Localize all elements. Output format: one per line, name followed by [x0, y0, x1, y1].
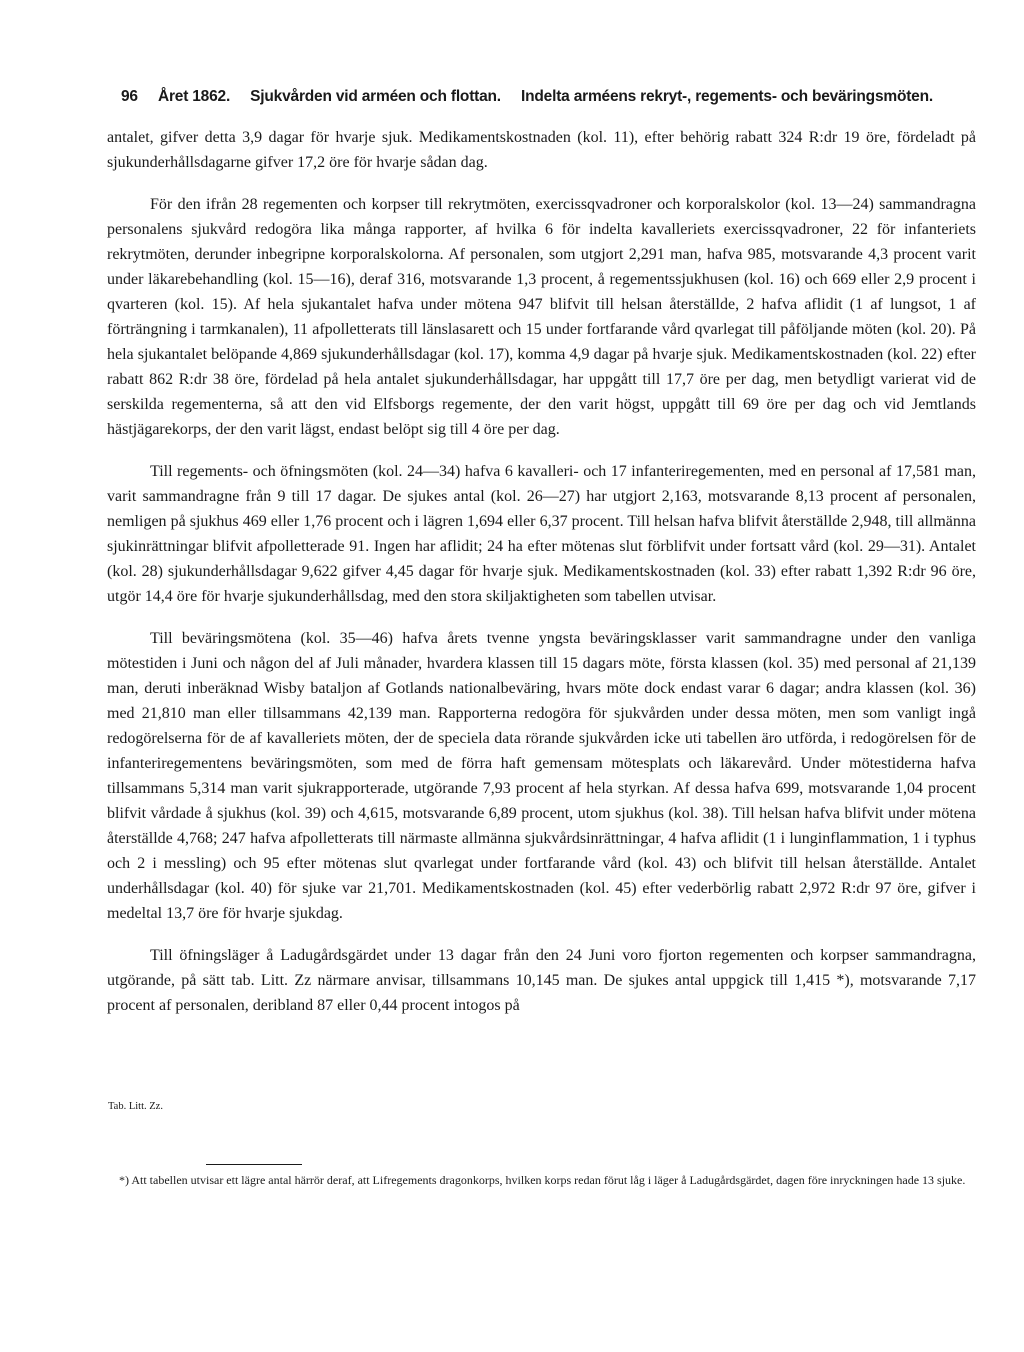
margin-note: Tab. Litt. Zz. — [108, 1101, 163, 1112]
footnote-rule — [206, 1164, 302, 1165]
paragraph-5: Till öfningsläger å Ladugårdsgärdet under 13 dagar från den 24 Juni voro fjorton regementen och korpser sammandragna, utgörande, på sätt tab. Litt. Zz närmare anvisar, tillsammans 10,145 man. De sjukes antal uppgick till 1,415 *), motsvarande 7,17 procent af personalen, deribland 87 eller 0,44 procent intogos på — [107, 947, 976, 1014]
paragraph-1: antalet, gifver detta 3,9 dagar för hvarje sjuk. Medikamentskostnaden (kol. 11), efter behörig rabatt 324 R:dr 19 öre, fördeladt på sjukunderhållsdagarne gifver 17,2 öre för hvarje sådan dag. — [107, 129, 976, 171]
page-number: 96 — [121, 88, 138, 105]
header-year: Året 1862. — [157, 88, 231, 105]
paragraph-4: Till beväringsmötena (kol. 35—46) hafva årets tvenne yngsta beväringsklasser varit sammandragne under den vanliga mötestiden i Juni och någon del af Juli månader, hvardera klassen till 15 dagars möte, första klassen (kol. 35) med personal af 21,139 man, deruti inberäknad Wisby bataljon af Gotlands nationalbeväring, hvars möte dock endast varar 6 dagar; andra klassen (kol. 36) med 21,810 man eller tillsammans 42,139 man. Rapporterna redogöra för sjukvården under dessa möten, men som vanligt ingå redogörelserna för de af kavalleriets möten, der de speciela data rörande sjukvården icke uti tabellen äro utförda, i redogörelsen för de infanteriregementens beväringsmöten, som med de förra haft gemensam mötesplats och läkarevård. Under mötestiderna hafva tillsammans 5,314 man varit sjukrapporterade, utgörande 7,93 procent af hela styrkan. Af dessa hafva 699, motsvarande 1,04 procent blifvit vårdade å sjukhus (kol. 39) och 4,615, motsvarande 6,89 procent, utom sjukhus (kol. 38). Till helsan hafva blifvit under mötena återställde 4,768; 247 hafva afpolletterats till närmaste allmänna sjukvårdsinrättningar, 4 hafva aflidit (1 i lunginflammation, 1 i typhus och 2 i messling) och 95 efter mötenas slut qvarlegat under fortfarande vård (kol. 43) och blifvit till helsan återställde. Antalet underhållsdagar (kol. 40) för sjuke var 21,701. Medikamentskostnaden (kol. 45) efter vederbörlig rabatt 2,972 R:dr 97 öre, gifver i medeltal 13,7 öre för hvarje sjukdag. — [107, 630, 976, 922]
footnote — [108, 1172, 976, 1189]
header-subsection-title: Indelta arméens rekryt-, regements- och beväringsmöten. — [521, 88, 933, 105]
body-text — [107, 125, 976, 1018]
footnote-text: *) Att tabellen utvisar ett lägre antal härrör deraf, att Lifregements dragonkorps, hvilken korps redan förut låg i läger å Ladugårdsgärdet, dagen före inryckningen hade 13 sjuke. — [119, 1173, 966, 1187]
running-header — [121, 88, 981, 106]
paragraph-3: Till regements- och öfningsmöten (kol. 24—34) hafva 6 kavalleri- och 17 infanteriregementen, med en personal af 17,581 man, varit sammandragne från 9 till 17 dagar. De sjukes antal (kol. 26—27) har utgjort 2,163, motsvarande 8,13 procent af personalen, nemligen på sjukhus 469 eller 1,76 procent och i lägren 1,694 eller 6,37 procent. Till helsan hafva blifvit återställde 2,948, till allmänna sjukinrättningar blifvit afpolletterade 91. Ingen har aflidit; 24 ha efter mötenas slut förblifvit under fortsatt vård (kol. 29—31). Antalet (kol. 28) sjukunderhållsdagar 9,622 gifver 4,45 dagar för hvarje sjuk. Medikamentskostnaden (kol. 33) efter rabatt 1,392 R:dr 96 öre, utgör 14,4 öre för hvarje sjukunderhållsdag, med den stora skiljaktigheten som tabellen utvisar. — [107, 463, 976, 605]
paragraph-2: För den ifrån 28 regementen och korpser till rekrytmöten, exercissqvadroner och korporalskolor (kol. 13—24) sammandragna personalens sjukvård redogöra lika många rapporter, af hvilka 6 för indelta kavalleriets exercissqvadroner, 22 för infanteriets rekrytmöten, derunder inbegripne korporalskolorna. Af personalen, som utgjort 2,291 man, hafva 985, motsvarande 4,3 procent varit under läkarebehandling (kol. 15—16), deraf 316, motsvarande 1,3 procent, å regementssjukhusen (kol. 16) och 669 eller 2,9 procent i qvarteren (kol. 15). Af hela sjukantalet hafva under mötena 947 blifvit till helsan återställde, 2 hafva aflidit (1 af lungsot, 1 af förträngning i tarmkanalen), 11 afpolletterats till länslasarett och 15 under fortfarande vård qvarlegat till påföljande möten (kol. 20). På hela sjukantalet belöpande 4,869 sjukunderhållsdagar (kol. 17), komma 4,9 dagar på hvarje sjuk. Medikamentskostnaden (kol. 22) efter rabatt 862 R:dr 38 öre, fördelad på hela antalet sjukunderhållsdagar, har uppgått till 17,7 öre per dag, men betydligt varierat vid de serskilda regementerna, så att den vid Elfsborgs regemente, der den varit högst, uppgått till 69 öre per dag och vid Jemtlands hästjägarekorps, der den varit lägst, endast belöpt sig till 4 öre per dag. — [107, 196, 976, 438]
header-section-title: Sjukvården vid arméen och flottan. — [250, 88, 501, 105]
